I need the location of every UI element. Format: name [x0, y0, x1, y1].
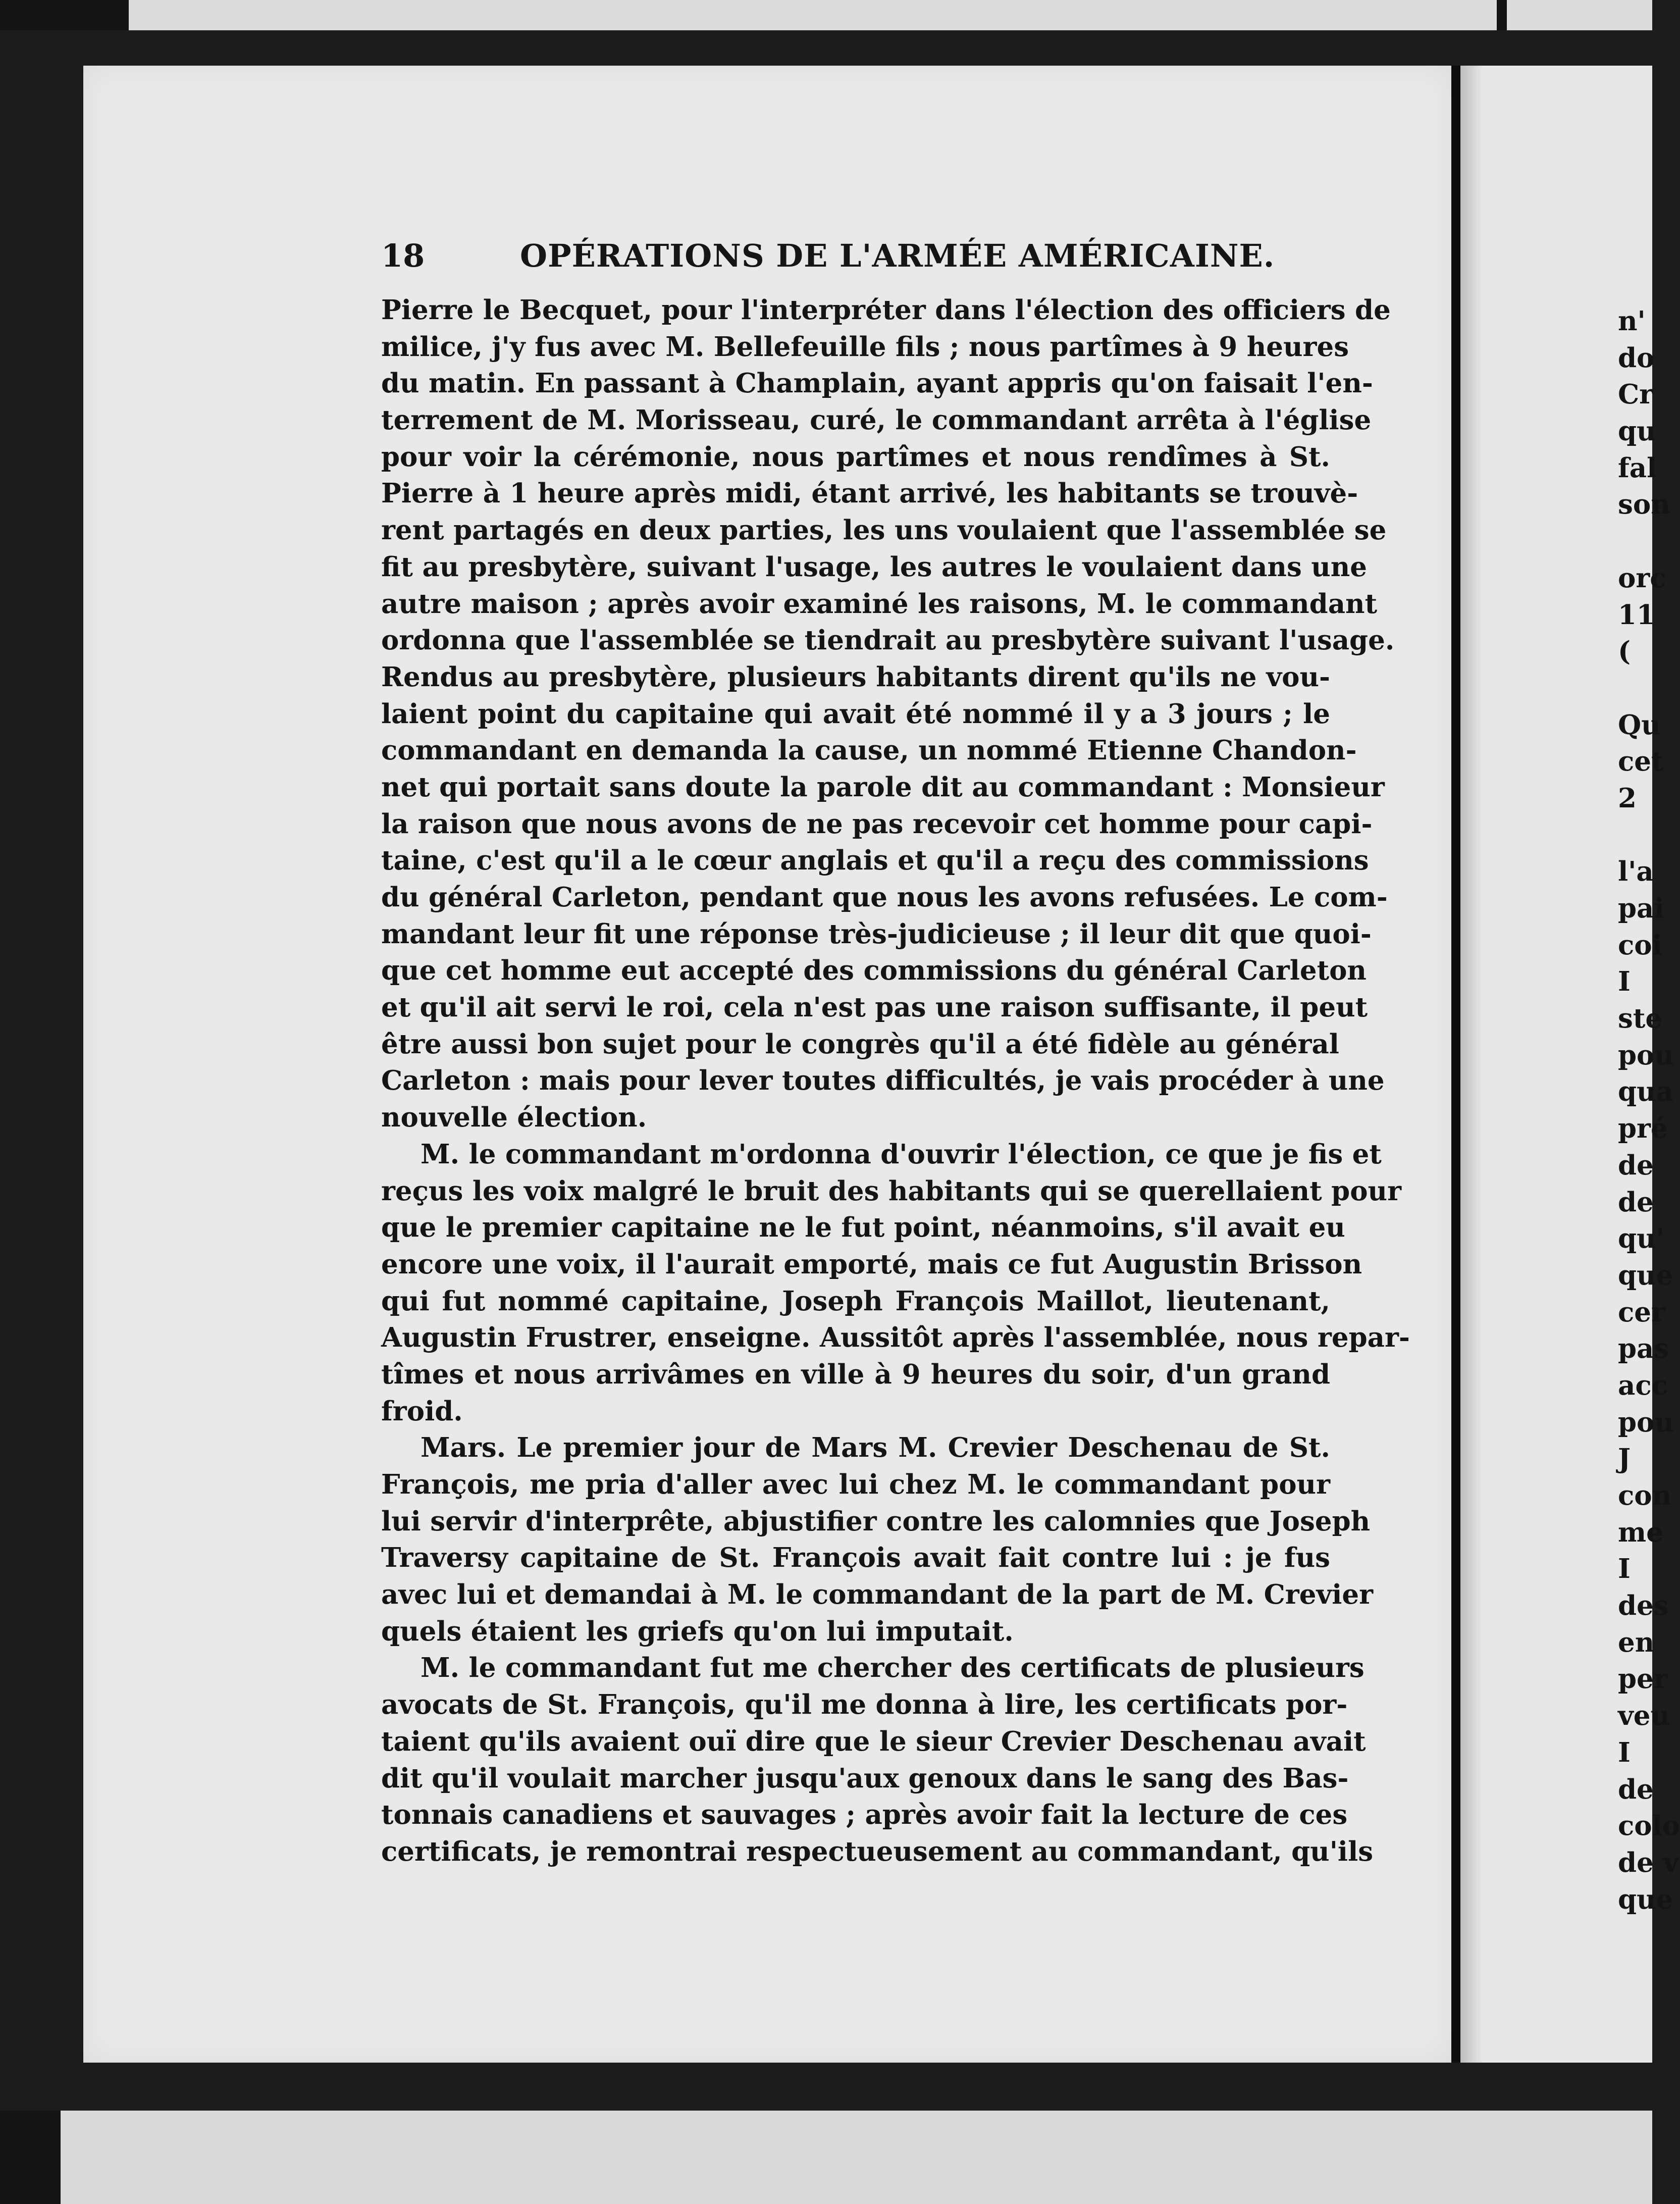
running-head: OPÉRATIONS DE L'ARMÉE AMÉRICAINE.: [520, 237, 1275, 274]
adjacent-text-fragment: pou: [1618, 1039, 1674, 1071]
text-line: mandant leur fit une réponse très-judicieuse ; il leur dit que quoi-: [381, 918, 1372, 950]
adjacent-text-fragment: pré: [1618, 1113, 1668, 1145]
adjacent-text-fragment: de: [1618, 1186, 1654, 1218]
adjacent-text-fragment: que: [1618, 1883, 1673, 1915]
text-line: que le premier capitaine ne le fut point, néanmoins, s'il avait eu: [381, 1212, 1345, 1244]
adjacent-text-fragment: J: [1618, 1443, 1631, 1475]
adjacent-text-fragment: (: [1618, 636, 1631, 668]
adjacent-text-fragment: colo: [1618, 1810, 1680, 1842]
text-line: quels étaient les griefs qu'on lui imputait.: [381, 1615, 1014, 1647]
text-line: pour voir la cérémonie, nous partîmes et nous rendîmes à St.: [381, 441, 1330, 473]
adjacent-text-fragment: pas: [1618, 1333, 1669, 1365]
text-line: qui fut nommé capitaine, Joseph François Maillot, lieutenant,: [381, 1285, 1330, 1317]
text-line: autre maison ; après avoir examiné les raisons, M. le commandant: [381, 588, 1378, 620]
text-line: Mars. Le premier jour de Mars M. Crevier Deschenau de St.: [421, 1432, 1330, 1464]
adjacent-text-fragment: qu': [1618, 1223, 1664, 1255]
adjacent-text-fragment: 11: [1618, 599, 1655, 631]
text-line: nouvelle élection.: [381, 1102, 647, 1134]
adjacent-text-fragment: do: [1618, 342, 1655, 374]
text-line: certificats, je remontrai respectueusement au commandant, qu'ils: [381, 1835, 1374, 1867]
adjacent-text-fragment: que: [1618, 1259, 1673, 1291]
text-line: taine, c'est qu'il a le cœur anglais et qu'il a reçu des commissions: [381, 845, 1369, 877]
text-line: laient point du capitaine qui avait été nommé il y a 3 jours ; le: [381, 698, 1330, 730]
text-line: commandant en demanda la cause, un nommé Etienne Chandon-: [381, 735, 1357, 766]
text-line: net qui portait sans doute la parole dit au commandant : Monsieur: [381, 771, 1385, 803]
film-strip-bottom: [0, 2111, 1652, 2204]
adjacent-text-fragment: en: [1618, 1626, 1655, 1658]
adjacent-text-fragment: cet: [1618, 746, 1664, 778]
adjacent-text-fragment: de v: [1618, 1847, 1679, 1878]
text-line: M. le commandant m'ordonna d'ouvrir l'élection, ce que je fis et: [421, 1138, 1382, 1170]
text-line: Augustin Frustrer, enseigne. Aussitôt après l'assemblée, nous repar-: [381, 1322, 1410, 1354]
adjacent-text-fragment: n': [1618, 305, 1646, 337]
adjacent-text-fragment: de: [1618, 1773, 1654, 1805]
text-line: Rendus au presbytère, plusieurs habitants dirent qu'ils ne vou-: [381, 661, 1330, 693]
text-line: milice, j'y fus avec M. Bellefeuille fils ; nous partîmes à 9 heures: [381, 331, 1349, 363]
adjacent-text-fragment: qua: [1618, 1076, 1673, 1108]
text-line: froid.: [381, 1395, 463, 1427]
text-line: dit qu'il voulait marcher jusqu'aux genoux dans le sang des Bas-: [381, 1762, 1349, 1794]
adjacent-text-fragment: [1618, 817, 1653, 854]
text-line: reçus les voix malgré le bruit des habitants qui se querellaient pour: [381, 1175, 1402, 1207]
adjacent-text-fragment: veu: [1618, 1700, 1670, 1732]
adjacent-text-fragment: ste: [1618, 1003, 1663, 1035]
text-line: du matin. En passant à Champlain, ayant appris qu'on faisait l'en-: [381, 368, 1373, 399]
adjacent-text-fragment: coi: [1618, 929, 1662, 961]
adjacent-text-fragment: I: [1618, 966, 1631, 998]
text-line: et qu'il ait servi le roi, cela n'est pas une raison suffisante, il peut: [381, 992, 1368, 1023]
adjacent-text-fragment: cer: [1618, 1296, 1665, 1328]
text-line: la raison que nous avons de ne pas recevoir cet homme pour capi-: [381, 808, 1373, 840]
adjacent-text-fragment: pou: [1618, 1406, 1674, 1438]
body-text: [381, 292, 1410, 1870]
text-line: rent partagés en deux parties, les uns voulaient que l'assemblée se: [381, 515, 1387, 546]
film-strip-top: [0, 0, 1652, 30]
text-line: Pierre à 1 heure après midi, étant arrivé, les habitants se trouvè-: [381, 478, 1358, 509]
adjacent-text-fragment: I: [1618, 1736, 1631, 1768]
adjacent-text-fragment: son: [1618, 489, 1670, 521]
text-line: tonnais canadiens et sauvages ; après avoir fait la lecture de ces: [381, 1799, 1348, 1831]
adjacent-text-fragment: fal: [1618, 452, 1657, 484]
text-line: que cet homme eut accepté des commissions du général Carleton: [381, 955, 1367, 987]
adjacent-text-fragment: I: [1618, 1553, 1631, 1585]
adjacent-text-fragment: per: [1618, 1663, 1668, 1695]
text-line: lui servir d'interprête, abjustifier contre les calomnies que Joseph: [381, 1505, 1371, 1537]
text-line: taient qu'ils avaient ouï dire que le sieur Crevier Deschenau avait: [381, 1725, 1366, 1757]
text-line: du général Carleton, pendant que nous les avons refusées. Le com-: [381, 882, 1388, 913]
adjacent-text-fragment: qu: [1618, 416, 1656, 447]
adjacent-text-fragment: de: [1618, 1149, 1654, 1181]
adjacent-text-fragment: acc: [1618, 1369, 1668, 1401]
adjacent-text-fragment: me: [1618, 1516, 1663, 1548]
text-line: Traversy capitaine de St. François avait fait contre lui : je fus: [381, 1542, 1330, 1574]
adjacent-page-text: [1618, 303, 1680, 1918]
adjacent-text-fragment: [1618, 523, 1653, 560]
text-line: avocats de St. François, qu'il me donna à lire, les certificats por-: [381, 1689, 1348, 1721]
adjacent-text-fragment: orc: [1618, 562, 1666, 594]
text-line: avec lui et demandai à M. le commandant de la part de M. Crevier: [381, 1579, 1374, 1611]
adjacent-text-fragment: Cr: [1618, 379, 1654, 411]
text-line: M. le commandant fut me chercher des certificats de plusieurs: [421, 1652, 1364, 1684]
text-line: ordonna que l'assemblée se tiendrait au presbytère suivant l'usage.: [381, 625, 1395, 656]
text-line: Pierre le Becquet, pour l'interpréter dans l'élection des officiers de: [381, 294, 1391, 326]
page-number: 18: [381, 237, 425, 274]
adjacent-text-fragment: pai: [1618, 893, 1664, 924]
adjacent-text-fragment: Qu: [1618, 709, 1661, 741]
adjacent-text-fragment: con: [1618, 1480, 1672, 1511]
text-line: tîmes et nous arrivâmes en ville à 9 heures du soir, d'un grand: [381, 1358, 1330, 1390]
text-line: Carleton : mais pour lever toutes difficultés, je vais procéder à une: [381, 1065, 1385, 1097]
text-line: être aussi bon sujet pour le congrès qu'il a été fidèle au général: [381, 1028, 1339, 1060]
gutter-shadow: [1460, 66, 1483, 2063]
text-line: encore une voix, il l'aurait emporté, mais ce fut Augustin Brisson: [381, 1248, 1362, 1280]
text-line: fit au presbytère, suivant l'usage, les autres le voulaient dans une: [381, 551, 1368, 583]
page-edge: [1451, 66, 1460, 2063]
text-line: François, me pria d'aller avec lui chez M. le commandant pour: [381, 1469, 1330, 1500]
text-line: terrement de M. Morisseau, curé, le commandant arrêta à l'église: [381, 404, 1372, 436]
adjacent-text-fragment: [1618, 670, 1653, 707]
adjacent-text-fragment: l'a: [1618, 856, 1654, 888]
adjacent-text-fragment: 2: [1618, 782, 1637, 814]
adjacent-text-fragment: des: [1618, 1590, 1669, 1622]
